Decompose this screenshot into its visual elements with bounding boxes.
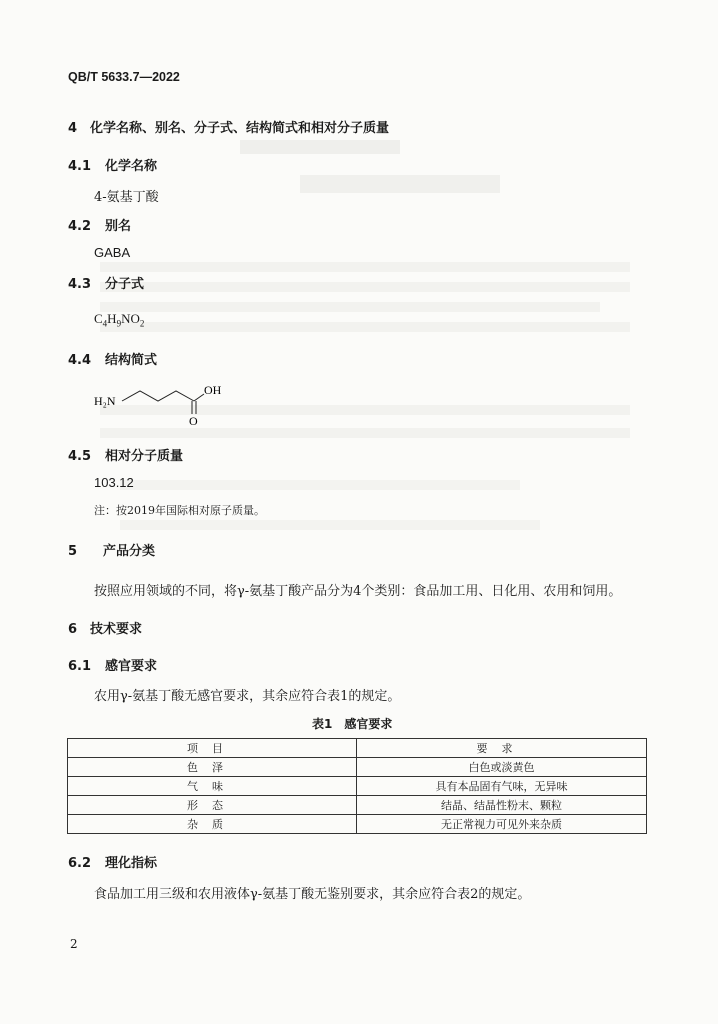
section-5-heading: 5 产品分类 [68,544,156,559]
carbonyl-oxygen-label: O [189,414,198,428]
table-row [68,777,647,796]
section-number: 4.4 [68,353,92,368]
section-title: 感官要求 [105,659,158,674]
product-classification-text: 按照应用领域的不同，将γ-氨基丁酸产品分为4个类别：食品加工用、日化用、农用和饲用。 [94,584,622,599]
section-title: 化学名称 [105,159,158,174]
table-cell-requirement: 具有本品固有气味，无异味 [357,777,647,796]
hydroxyl-label: OH [204,383,222,397]
table-header-row [68,739,647,758]
section-number: 4.5 [68,449,92,464]
table-row [68,815,647,834]
table-cell-item: 色泽 [68,758,357,777]
section-number: 4.1 [68,159,92,174]
section-4-4-heading [68,349,157,368]
table-cell-requirement: 结晶、结晶性粉末、颗粒 [357,796,647,815]
amine-group-label: H₂N [94,394,116,408]
chemical-name-value: 4-氨基丁酸 [94,190,159,205]
section-title: 别名 [105,219,132,234]
column-header-item: 项目 [68,739,357,758]
molecular-formula: $C_4H_9NO_2$ [94,311,145,329]
page-number: 2 [70,937,78,951]
table-cell-requirement: 无正常视力可见外来杂质 [357,815,647,834]
section-number: 6.1 [68,659,92,674]
section-6-2-heading [68,852,157,871]
alias-value: GABA [94,245,131,260]
section-number: 6.2 [68,856,92,871]
sensory-requirement-text: 农用γ-氨基丁酸无感官要求，其余应符合表1的规定。 [94,689,401,704]
physicochemical-indicator-text: 食品加工用三级和农用液体γ-氨基丁酸无鉴别要求，其余应符合表2的规定。 [94,887,531,902]
document-code-header: QB/T 5633.7—2022 [68,70,180,84]
section-4-1-heading [68,155,157,174]
section-title: 相对分子质量 [105,449,184,464]
table-cell-requirement: 白色或淡黄色 [357,758,647,777]
table-row [68,758,647,777]
table-row [68,796,647,815]
section-4-heading: 4 化学名称、别名、分子式、结构简式和相对分子质量 [68,121,390,136]
molecular-weight-value: 103.12 [94,475,134,490]
section-6-heading: 6 技术要求 [68,622,143,637]
structural-formula [92,378,232,428]
table-1-caption: 表1 感官要求 [312,717,393,731]
table-cell-item: 气味 [68,777,357,796]
table-cell-item: 形态 [68,796,357,815]
sensory-requirements-table [67,738,647,834]
section-4-3-heading [68,273,144,292]
section-title: 结构简式 [105,353,158,368]
section-4-5-heading [68,445,183,464]
section-number: 4.2 [68,219,92,234]
section-title: 分子式 [105,277,145,292]
atomic-mass-note: 注：按2019年国际相对原子质量。 [94,504,265,517]
section-4-2-heading [68,215,131,234]
section-title: 理化指标 [105,856,158,871]
section-6-1-heading [68,655,157,674]
column-header-requirement: 要求 [357,739,647,758]
section-number: 4.3 [68,277,92,292]
table-cell-item: 杂质 [68,815,357,834]
